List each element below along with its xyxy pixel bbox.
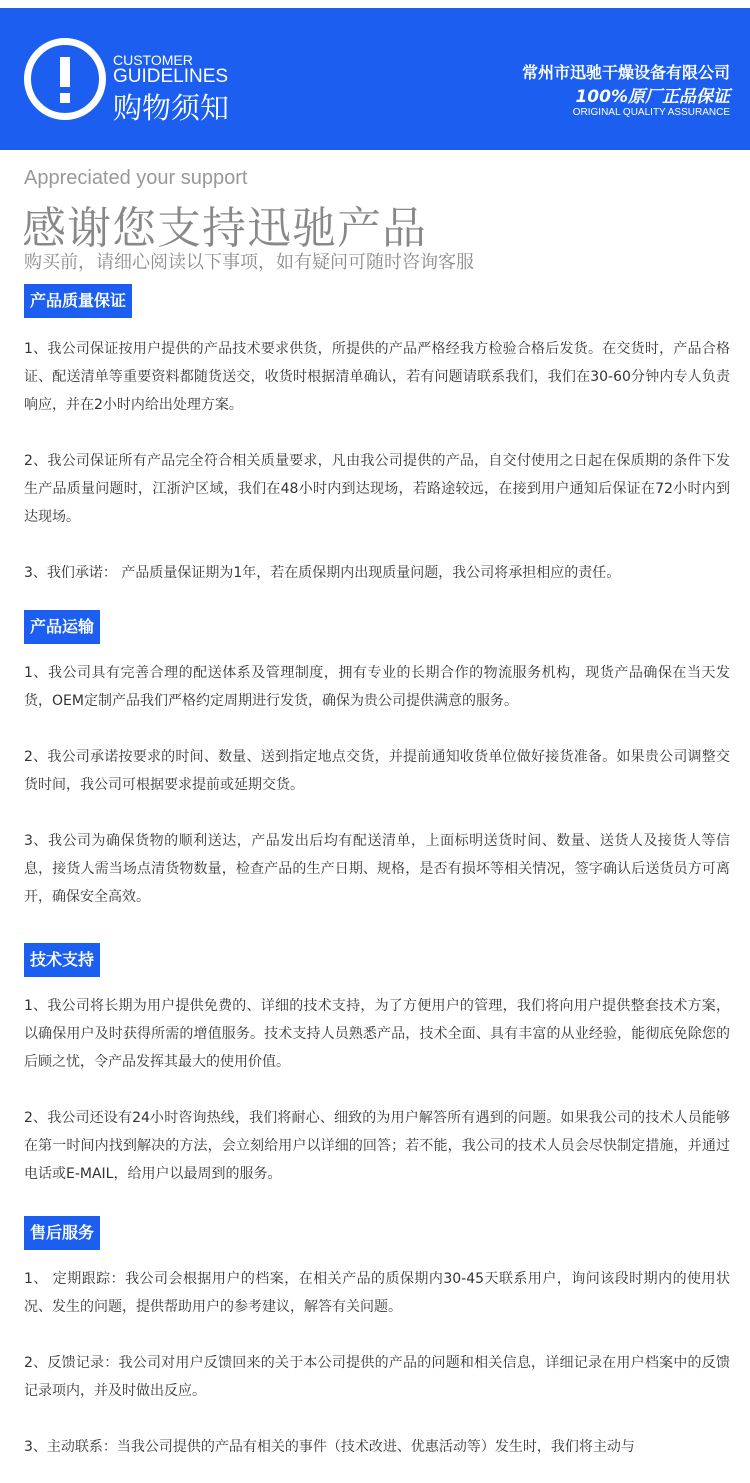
header-banner bbox=[0, 8, 750, 150]
appreciated-text: Appreciated your support bbox=[24, 167, 248, 189]
section-title-after-sales: 售后服务 bbox=[24, 1216, 100, 1250]
page-subtitle: 购买前，请细心阅读以下事项，如有疑问可随时咨询客服 bbox=[24, 252, 474, 273]
section-title-shipping: 产品运输 bbox=[24, 610, 100, 644]
section-paragraph: 2、我公司还设有24小时咨询热线，我们将耐心、细致的为用户解答所有遇到的问题。如果我公司的技术人员能够在第一时间内找到解决的方法，会立刻给用户以详细的回答；若不能，我公司的技术人员会尽快制定措施，并通过电话或E-MAIL，给用户以最周到的服务。 bbox=[24, 1110, 730, 1182]
section-paragraph: 1、我公司具有完善合理的配送体系及管理制度，拥有专业的长期合作的物流服务机构，现货产品确保在当天发货，OEM定制产品我们严格约定周期进行发货，确保为贵公司提供满意的服务。 bbox=[24, 665, 730, 709]
section-paragraph: 1、我公司保证按用户提供的产品技术要求供货，所提供的产品严格经我方检验合格后发货。在交货时，产品合格证、配送清单等重要资料都随货送交，收货时根据清单确认，若有问题请联系我们，我们在30-60分钟内专人负责响应，并在2小时内给出处理方案。 bbox=[24, 341, 730, 413]
section-title-tech-support: 技术支持 bbox=[24, 943, 100, 977]
section-paragraph: 1、 定期跟踪：我公司会根据用户的档案，在相关产品的质保期内30-45天联系用户，询问该段时期内的使用状况、发生的问题，提供帮助用户的参考建议，解答有关问题。 bbox=[24, 1271, 730, 1315]
section-paragraph: 2、反馈记录：我公司对用户反馈回来的关于本公司提供的产品的问题和相关信息，详细记录在用户档案中的反馈记录项内，并及时做出反应。 bbox=[24, 1355, 730, 1399]
quality-guarantee: 100%原厂正品保证 bbox=[575, 87, 730, 107]
header-line-2: GUIDELINES bbox=[113, 66, 229, 87]
section-paragraph: 3、我们承诺： 产品质量保证期为1年，若在质保期内出现质量问题，我公司将承担相应的责任。 bbox=[24, 565, 621, 581]
page-title: 感谢您支持迅驰产品 bbox=[22, 203, 427, 254]
section-paragraph: 3、主动联系：当我公司提供的产品有相关的事件（技术改进、优惠活动等）发生时，我们将主动与 bbox=[24, 1439, 635, 1455]
section-paragraph: 2、我公司承诺按要求的时间、数量、送到指定地点交货，并提前通知收货单位做好接货准备。如果贵公司调整交货时间，我公司可根据要求提前或延期交货。 bbox=[24, 749, 730, 793]
section-paragraph: 2、我公司保证所有产品完全符合相关质量要求，凡由我公司提供的产品，自交付使用之日起在保质期的条件下发生产品质量问题时，江浙沪区域，我们在48小时内到达现场，若路途较远，在接到用户通知后保证在72小时内到达现场。 bbox=[24, 453, 730, 525]
section-paragraph: 1、我公司将长期为用户提供免费的、详细的技术支持，为了方便用户的管理，我们将向用户提供整套技术方案，以确保用户及时获得所需的增值服务。技术支持人员熟悉产品，技术全面、具有丰富的从业经验，能彻底免除您的后顾之忧，令产品发挥其最大的使用价值。 bbox=[24, 998, 730, 1070]
section-title-quality: 产品质量保证 bbox=[24, 284, 132, 318]
section-paragraph: 3、我公司为确保货物的顺利送达，产品发出后均有配送清单，上面标明送货时间、数量、送货人及接货人等信息，接货人需当场点清货物数量，检查产品的生产日期、规格，是否有损坏等相关情况，签字确认后送货员方可离开，确保安全高效。 bbox=[24, 833, 730, 905]
header-line-3: 购物须知 bbox=[113, 91, 230, 125]
quality-assurance-en: ORIGINAL QUALITY ASSURANCE bbox=[572, 107, 730, 118]
exclamation-icon bbox=[24, 38, 106, 120]
header-line-1: CUSTOMER bbox=[113, 52, 193, 68]
company-name: 常州市迅驰干燥设备有限公司 bbox=[521, 63, 730, 82]
